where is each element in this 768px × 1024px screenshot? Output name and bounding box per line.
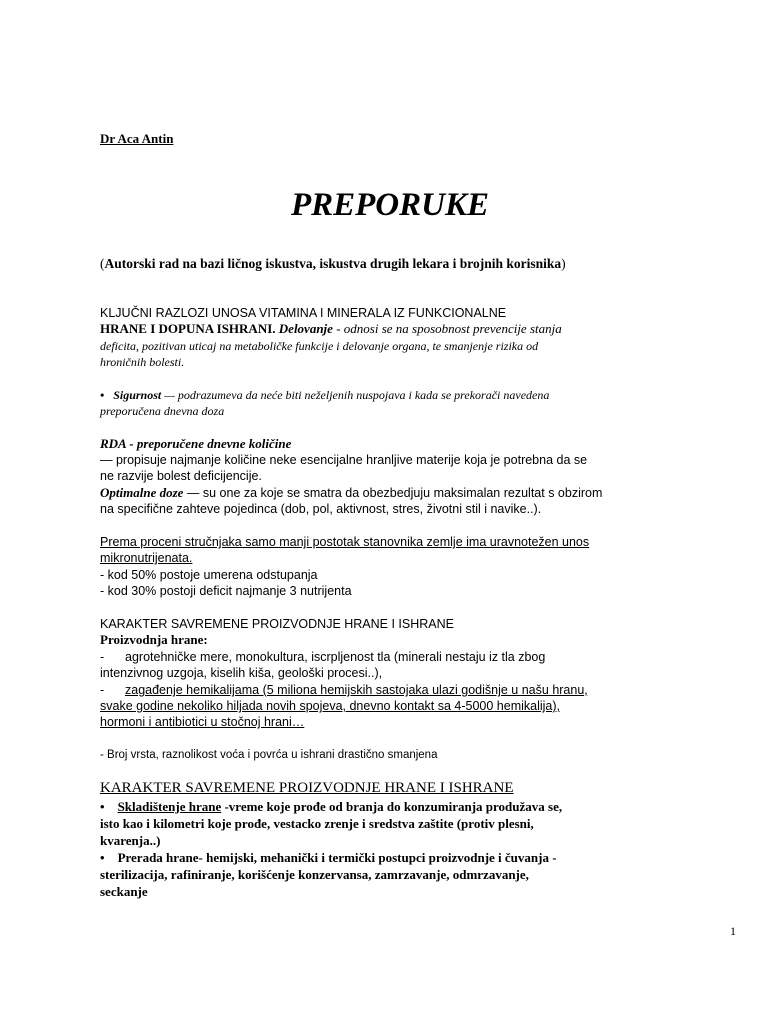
optimal-doses-label: Optimalne doze [100, 485, 184, 500]
estimate-line1: Prema proceni stručnjaka samo manji postotak stanovnika zemlje ima uravnotežen unos [100, 535, 590, 549]
sigurnost-text: — podrazumeva da neće biti neželjenih nuspojava i kada se prekorači navedena [161, 388, 550, 402]
author-name: Dr Aca Antin [100, 131, 174, 146]
section2-heading: KARAKTER SAVREMENE PROIZVODNJE HRANE I ISHRANE [100, 617, 454, 631]
sigurnost-label: Sigurnost [113, 388, 162, 402]
processing-text: Prerada hrane- hemijski, mehanički i termički postupci proizvodnje i čuvanja - [117, 850, 557, 865]
section2-note: - Broj vrsta, raznolikost voća i povrća u ishrani drastično smanjena [100, 749, 438, 761]
section2-item2-line3: hormoni i antibiotici u stočnoj hrani… [100, 715, 305, 729]
section3-item2-line3: seckanje [100, 884, 148, 899]
section3-item2-line2: sterilizacija, rafiniranje, korišćenje konzervansa, zamrzavanje, odmrzavanje, [100, 867, 529, 882]
section2-item1-line1: agrotehničke mere, monokultura, iscrpljenost tla (minerali nestaju iz tla zbog [125, 650, 546, 664]
section3-item1-line2: isto kao i kilometri koje prođe, vestacko zrenje i sredstva zaštite (protiv plesni, [100, 816, 534, 831]
rda-text-line1: — propisuje najmanje količine neke esencijalne hranljive materije koja je potrebna da se [100, 453, 588, 467]
section3-heading: KARAKTER SAVREMENE PROIZVODNJE HRANE I ISHRANE [100, 780, 514, 796]
optimal-doses-text: — su one za koje se smatra da obezbedjuju maksimalan rezultat s obzirom [183, 486, 603, 500]
section2-dash-2: - [100, 683, 105, 697]
delovanje-text: - odnosi se na sposobnost prevencije stanja [332, 321, 562, 336]
estimate-line3: - kod 50% postoje umerena odstupanja [100, 568, 318, 582]
storage-text: -vreme koje prođe od branja do konzumiranja produžava se, [221, 799, 563, 814]
bullet-icon: • [100, 799, 105, 814]
section3-item1-line3: kvarenja..) [100, 833, 161, 848]
storage-label: Skladištenje hrane [117, 799, 222, 814]
optimal-doses-line1 [100, 485, 602, 501]
section2-item1-line2: intenzivnog uzgoja, kiselih kiša, geološki procesi..), [100, 666, 383, 680]
bullet-icon: • [100, 850, 105, 865]
section1-heading-line1: KLJUČNI RAZLOZI UNOSA VITAMINA I MINERALA IZ FUNKCIONALNE [100, 306, 507, 320]
subtitle-close-paren: ) [561, 256, 566, 271]
section2-dash-1: - [100, 650, 105, 664]
section3-item2-line1 [100, 850, 557, 866]
section2-item2-line2: svake godine nekoliko hiljada novih spojeva, dnevno kontakt sa 4-5000 hemikalija), [100, 699, 561, 713]
estimate-line2: mikronutrijenata. [100, 551, 193, 565]
rda-text-line2: ne razvije bolest deficijencije. [100, 469, 262, 483]
subtitle-text: Autorski rad na bazi ličnog iskustva, iskustva drugih lekara i brojnih korisnika [104, 256, 562, 271]
sigurnost-line2: preporučena dnevna doza [100, 404, 225, 418]
delovanje-text-line2: deficita, pozitivan uticaj na metaboličke funkcije i delovanje organa, te smanjenje rizika od [100, 339, 539, 353]
delovanje-text-line3: hroničnih bolesti. [100, 355, 185, 369]
optimal-doses-line2: na specifične zahteve pojedinca (dob, pol, aktivnost, stres, životni stil i navike..). [100, 502, 542, 516]
estimate-line4: - kod 30% postoji deficit najmanje 3 nutrijenta [100, 584, 352, 598]
section1-heading-line2 [100, 321, 562, 337]
subtitle [100, 256, 566, 272]
subtitle-open-paren: ( [100, 256, 105, 271]
section2-subheading: Proizvodnja hrane: [100, 632, 208, 647]
bullet-icon: • [100, 388, 105, 402]
section3-item1-line1 [100, 799, 562, 815]
sigurnost-line1 [100, 387, 549, 403]
section2-item2-line1: zagađenje hemikalijama (5 miliona hemijskih sastojaka ulazi godišnje u našu hranu, [125, 683, 588, 697]
rda-heading: RDA - preporučene dnevne količine [100, 436, 292, 451]
delovanje-label: Delovanje [278, 321, 333, 336]
page-title: PREPORUKE [290, 187, 490, 223]
section1-heading-bold: HRANE I DOPUNA ISHRANI. [100, 321, 276, 336]
page-number: 1 [730, 924, 736, 938]
